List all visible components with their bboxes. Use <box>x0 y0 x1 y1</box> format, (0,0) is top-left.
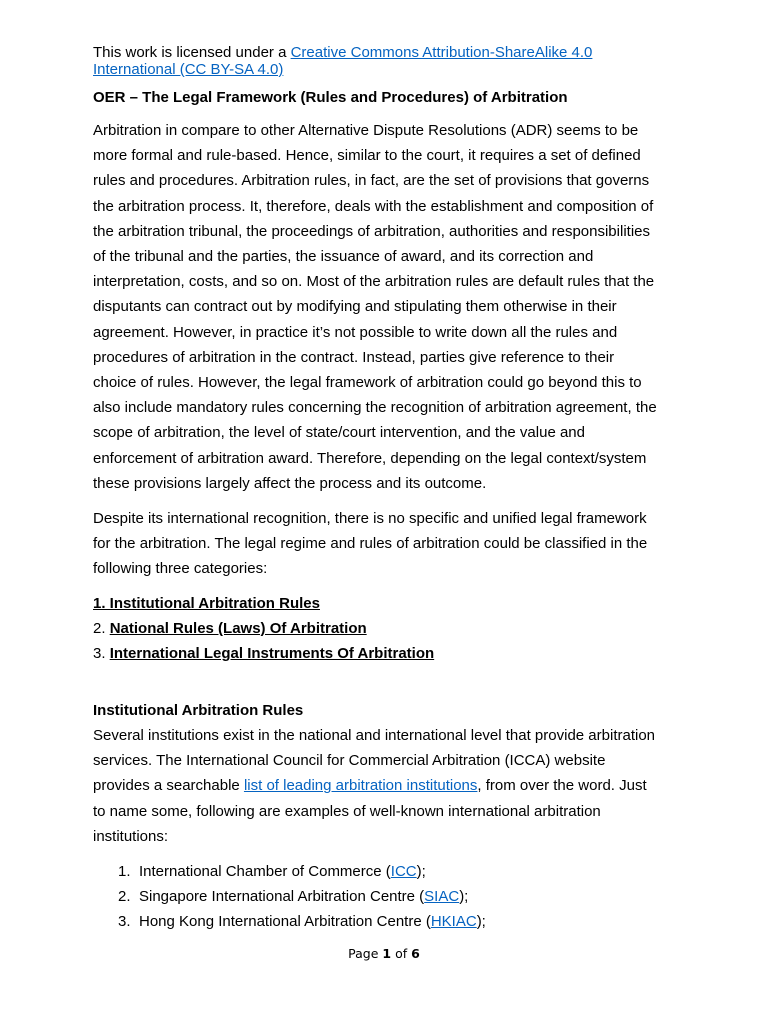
institutions-list-link[interactable]: list of leading arbitration institutions <box>243 777 478 795</box>
institution-name: Hong Kong International Arbitration Centre ( <box>139 913 431 930</box>
list-number: 2. <box>118 888 131 905</box>
text-segment: , from over the word. Just <box>477 777 647 795</box>
paragraph-classification <box>93 506 693 582</box>
text-line: institutions: <box>93 827 169 845</box>
footer-prefix: Page <box>348 946 383 961</box>
list-item-siac <box>118 884 468 909</box>
text-line: also include mandatory rules concerning the recognition of arbitration agreement, the <box>93 399 657 417</box>
category-national <box>93 616 367 641</box>
list-punct: ); <box>416 863 426 880</box>
list-item-icc <box>118 859 426 884</box>
document-title: OER – The Legal Framework (Rules and Procedures) of Arbitration <box>93 89 568 106</box>
page-footer <box>0 946 768 961</box>
institution-name: International Chamber of Commerce ( <box>139 863 391 880</box>
section-heading: Institutional Arbitration Rules <box>93 702 304 719</box>
category-number: 2. <box>93 620 110 637</box>
page-number-total: 6 <box>411 946 420 961</box>
text-line: interpretation, costs, and so on. Most of the arbitration rules are default rules that the <box>93 273 655 291</box>
paragraph-institutions <box>93 723 693 849</box>
text-line: for the arbitration. The legal regime and rules of arbitration could be classified in the <box>93 535 648 553</box>
license-link-line2[interactable]: International (CC BY-SA 4.0) <box>93 61 284 78</box>
text-line: of the tribunal and the parties, the issuance of award, and its correction and <box>93 248 594 266</box>
license-prefix: This work is licensed under a <box>93 44 291 61</box>
text-line: Despite its international recognition, there is no specific and unified legal framework <box>93 510 647 527</box>
text-line <box>93 773 693 798</box>
list-punct: ); <box>476 913 486 930</box>
list-number: 3. <box>118 913 131 930</box>
list-punct: ); <box>459 888 469 905</box>
category-national-link[interactable]: National Rules (Laws) Of Arbitration <box>109 620 367 637</box>
siac-link[interactable]: SIAC <box>424 888 460 905</box>
paragraph-intro <box>93 118 693 496</box>
category-institutional[interactable]: 1. Institutional Arbitration Rules <box>93 595 320 612</box>
category-international-link[interactable]: International Legal Instruments Of Arbitration <box>109 645 435 662</box>
text-line: more formal and rule-based. Hence, similar to the court, it requires a set of defined <box>93 147 641 165</box>
text-line: to name some, following are examples of well-known international arbitration <box>93 802 601 820</box>
category-number: 3. <box>93 645 110 662</box>
text-line: Arbitration in compare to other Alternative Dispute Resolutions (ADR) seems to be <box>93 122 639 139</box>
text-line: the arbitration tribunal, the proceedings of arbitration, authorities and responsibilities <box>93 222 650 240</box>
page-number-current: 1 <box>382 946 392 961</box>
text-line: choice of rules. However, the legal framework of arbitration could go beyond this to <box>93 374 642 392</box>
text-line: Several institutions exist in the national and international level that provide arbitration <box>93 727 656 744</box>
text-line: disputants can contract out by modifying and stipulating them otherwise in their <box>93 298 617 316</box>
list-number: 1. <box>118 863 131 880</box>
hkiac-link[interactable]: HKIAC <box>430 913 477 930</box>
text-segment: provides a searchable <box>93 777 244 795</box>
text-line: enforcement of arbitration award. Therefore, depending on the legal context/system <box>93 449 647 467</box>
license-link[interactable]: Creative Commons Attribution-ShareAlike 4.0 <box>290 44 593 61</box>
text-line: these provisions largely affect the process and its outcome. <box>93 474 487 492</box>
list-item-hkiac <box>118 909 486 934</box>
text-line: agreement. However, in practice it’s not possible to write down all the rules and <box>93 323 618 341</box>
text-line: services. The International Council for Commercial Arbitration (ICCA) website <box>93 752 606 770</box>
icc-link[interactable]: ICC <box>390 863 417 880</box>
text-line: the arbitration process. It, therefore, deals with the establishment and composition of <box>93 197 654 215</box>
text-line: scope of arbitration, the level of state/court intervention, and the value and <box>93 424 585 442</box>
footer-of: of <box>391 946 412 961</box>
text-line: rules and procedures. Arbitration rules, in fact, are the set of provisions that governs <box>93 172 650 190</box>
license-notice-line2 <box>93 57 283 82</box>
category-international <box>93 641 434 666</box>
text-line: following three categories: <box>93 560 268 578</box>
institution-name: Singapore International Arbitration Centre ( <box>139 888 425 905</box>
text-line: procedures of arbitration in the contract. Instead, parties give reference to their <box>93 348 615 366</box>
